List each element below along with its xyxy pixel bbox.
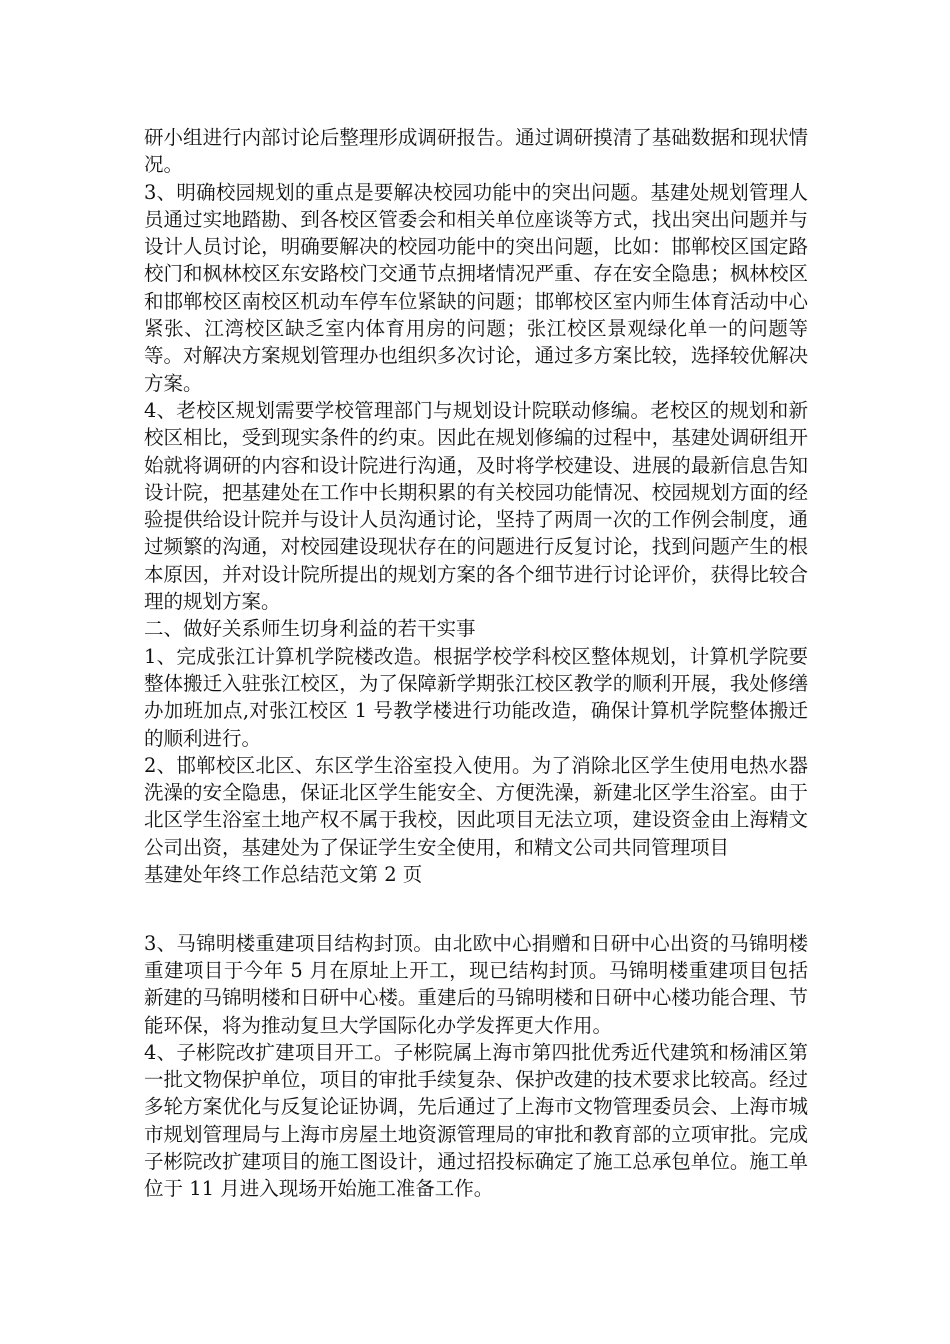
document-page [144, 124, 808, 1203]
paragraph-zibin-yard: 4、子彬院改扩建项目开工。子彬院属上海市第四批优秀近代建筑和杨浦区第一批文物保护单位，项目的审批手续复杂、保护改建的技术要求比较高。经过多轮方案优化与反复论证协调，先后通过了上海市文物管理委员会、上海市城市规划管理局与上海市房屋土地资源管理局的审批和教育部的立项审批。完成子彬院改扩建项目的施工图设计，通过招投标确定了施工总承包单位。施工单位于 11 月进入现场开始施工准备工作。 [144, 1040, 808, 1201]
page-break-gap [144, 888, 808, 915]
page-label: 基建处年终工作总结范文第 2 页 [144, 863, 423, 887]
paragraph-student-bathroom: 2、邯郸校区北区、东区学生浴室投入使用。为了消除北区学生使用电热水器洗澡的安全隐患，保证北区学生能安全、方便洗澡，新建北区学生浴室。由于北区学生浴室土地产权不属于我校，因此项目无法立项，建设资金由上海精文公司出资，基建处为了保证学生安全使用，和精文公司共同管理项目 [144, 753, 808, 859]
section-heading: 二、做好关系师生切身利益的若干实事 [144, 617, 476, 641]
paragraph-old-campus-planning: 4、老校区规划需要学校管理部门与规划设计院联动修编。老校区的规划和新校区相比，受到现实条件的约束。因此在规划修编的过程中，基建处调研组开始就将调研的内容和设计院进行沟通，及时将学校建设、进展的最新信息告知设计院，把基建处在工作中长期积累的有关校园功能情况、校园规划方面的经验提供给设计院并与设计人员沟通讨论，坚持了两周一次的工作例会制度，通过频繁的沟通，对校园建设现状存在的问题进行反复讨论，找到问题产生的根本原因，并对设计院所提出的规划方案的各个细节进行讨论评价，获得比较合理的规划方案。 [144, 398, 808, 614]
paragraph-majinming-building: 3、马锦明楼重建项目结构封顶。由北欧中心捐赠和日研中心出资的马锦明楼重建项目于今年 5 月在原址上开工，现已结构封顶。马锦明楼重建项目包括新建的马锦明楼和日研中心楼。重建后的马锦明楼和日研中心楼功能合理、节能环保，将为推动复旦大学国际化办学发挥更大作用。 [144, 931, 808, 1037]
paragraph-research-report: 研小组进行内部讨论后整理形成调研报告。通过调研摸清了基础数据和现状情况。 [144, 126, 808, 177]
paragraph-planning-focus: 3、明确校园规划的重点是要解决校园功能中的突出问题。基建处规划管理人员通过实地踏勘、到各校区管委会和相关单位座谈等方式，找出突出问题并与设计人员讨论，明确要解决的校园功能中的突出问题，比如：邯郸校区国定路校门和枫林校区东安路校门交通节点拥堵情况严重、存在安全隐患；枫林校区和邯郸校区南校区机动车停车位紧缺的问题；邯郸校区室内师生体育活动中心紧张、江湾校区缺乏室内体育用房的问题；张江校区景观绿化单一的问题等等。对解决方案规划管理办也组织多次讨论，通过多方案比较，选择较优解决方案。 [144, 180, 808, 395]
paragraph-zhangjiang-renovation: 1、完成张江计算机学院楼改造。根据学校学科校区整体规划，计算机学院要整体搬迁入驻张江校区，为了保障新学期张江校区教学的顺利开展，我处修缮办加班加点,对张江校区 1 号教学楼进行功能改造，确保计算机学院整体搬迁的顺利进行。 [144, 644, 808, 750]
